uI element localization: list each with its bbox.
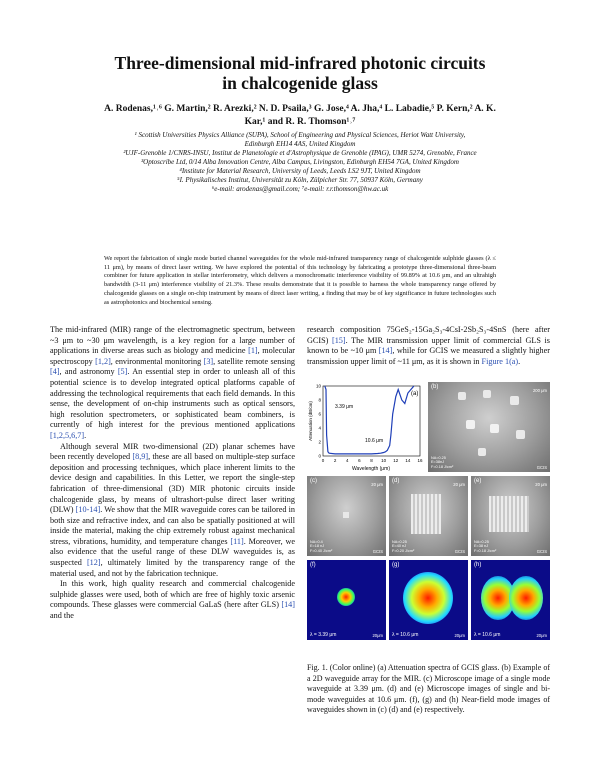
citation-link[interactable]: [11]: [230, 536, 244, 546]
wavelength-label: λ = 10.6 μm: [474, 632, 501, 638]
panel-label: (f): [310, 562, 316, 568]
mode-profile: [403, 572, 453, 624]
waveguide-core: [489, 496, 529, 532]
x-tick-label: 8: [370, 458, 373, 463]
affiliation-line: ⁵I. Physikalisches Institut, Universität zu Köln, Zülpicher Str. 77, 50937 Köln, Germany: [177, 176, 423, 184]
wavelength-label: λ = 3.39 μm: [310, 632, 337, 638]
citation-link[interactable]: [15]: [331, 335, 346, 345]
paragraph: [307, 325, 550, 367]
y-tick-label: 8: [318, 397, 321, 403]
x-tick-label: 12: [393, 458, 399, 463]
text: . We show that the MIR waveguide cores can be tailored in both size and refractive index, and can also be spatially positioned at will inside the material, making the chip extremely robust against mechanical stress, vibrations, humidity, and temperature changes: [50, 505, 295, 546]
figure-1: [307, 382, 550, 662]
authors-line-2: Kar,¹ and R. R. Thomson¹˒⁷: [244, 117, 356, 127]
abstract: We report the fabrication of single mode buried channel waveguides for the whole mid-infrared transparency range of chalcogenide sulphide glasses (λ ≤ 11 μm), by means of direct laser writing. We have explored the potential of this technology by fabricating a prototype three-dimensional three-beam combiner for future application in stellar interferometry, which delivers a monochromatic interference visibility of 99.89% at 10.6 μm, and an ultrahigh bandwidth (3-11 μm) interference visibility of 21.3%. These results demonstrate that it is possible to harness the whole transparency range offered by chalcogenide glasses on a single on-chip instrument by means of direct laser writing, a finding that may be of key significance in future technologies such as astrophotonics and biochemical sensing.: [104, 255, 496, 306]
panel-label: (g): [392, 562, 400, 568]
sample-tag: GCIS: [454, 549, 465, 554]
text: In this work, high quality research and commercial chalcogenide sulphide glasses were used, both of which are free of highly toxic arsenic compounds. These glasses were commercial GaLaS (here after GLS): [50, 579, 295, 610]
text: , molecular spectroscopy: [50, 346, 295, 366]
affiliation-line: ¹ Scottish Universities Physics Alliance (SUPA), School of Engineering and Physical Sciences, Heriot Watt University,: [134, 131, 466, 139]
citation-link[interactable]: [1,2,5,6,7]: [50, 430, 85, 440]
y-tick-label: 0: [318, 453, 321, 459]
citation-link[interactable]: [8,9]: [132, 452, 149, 462]
fabrication-parameters: NA=0.25 E=40 nJ F=0.20 J/cm²: [392, 539, 415, 553]
title-line-1: Three-dimensional mid-infrared photonic circuits: [114, 53, 486, 73]
panel-a: [307, 382, 424, 472]
waveguide-spot: [478, 448, 486, 456]
citation-link[interactable]: [1]: [248, 346, 258, 356]
annotation-3-39: 3.39 μm: [335, 404, 354, 410]
attenuation-chart: [307, 382, 424, 472]
panel-c: [307, 476, 386, 556]
citation-link[interactable]: [14]: [281, 600, 295, 610]
text: The mid-infrared (MIR) range of the electromagnetic spectrum, between ~3 μm to ~30 μm wavelength, is a key region for a large number of applications in diverse areas such as biology and medicine: [50, 325, 295, 356]
paragraph: [50, 325, 295, 442]
text: and the: [50, 611, 74, 621]
body-column-left: [50, 325, 295, 622]
y-tick-label: 10: [315, 383, 321, 389]
affiliation-line: Edinburgh EH14 4AS, United Kingdom: [244, 140, 356, 148]
citation-link[interactable]: [12]: [86, 558, 101, 568]
affiliation-line: ⁴Institute for Material Research, University of Leeds, Leeds LS2 9JT, United Kingdom: [179, 167, 421, 175]
scale-bar-label: 200 μm: [532, 388, 547, 393]
plot-frame: [323, 386, 420, 456]
text: , ultimately limited by the transparency range of the material used, and not by the fabrication technique.: [50, 558, 295, 578]
x-tick-label: 16: [417, 458, 423, 463]
figure-link[interactable]: Figure 1(a): [481, 356, 519, 366]
authors-line-1: A. Rodenas,¹˒⁶ G. Martin,² R. Arezki,² N. D. Psaila,³ G. Jose,⁴ A. Jha,⁴ L. Labadie,⁵ P. Kern,² A. K.: [104, 104, 496, 114]
affiliation-line: ³Optoscribe Ltd, 0/14 Alba Innovation Centre, Alba Campus, Livingston, Edinburgh EH54 7GA, United Kingdom: [141, 158, 459, 166]
text: Although several MIR two-dimensional (2D) planar schemes have been recently developed: [50, 441, 295, 462]
waveguide-core: [343, 512, 349, 518]
text: .: [518, 356, 521, 366]
sample-tag: GCIS: [536, 549, 547, 554]
text: . Moreover, we also evidence that the useful range of these DLW waveguides is, as suspected: [50, 536, 295, 568]
fabrication-parameters: NA=0.4 E=18 nJ F=0.40 J/cm²: [310, 539, 333, 553]
panel-label: (d): [392, 478, 400, 484]
panel-label: (e): [474, 478, 482, 484]
panel-label: (c): [310, 478, 317, 484]
citation-link[interactable]: [5]: [117, 367, 128, 377]
citation-link[interactable]: [4]: [50, 367, 60, 377]
citation-link[interactable]: [1,2]: [95, 356, 111, 366]
body-column-right: [307, 325, 550, 367]
text: . The MIR transmission upper limit of commercial GLS is known to be ~10 μm: [307, 335, 550, 356]
y-tick-label: 4: [318, 425, 321, 431]
text: , environmental monitoring: [110, 356, 204, 366]
waveguide-spot: [483, 390, 491, 398]
fabrication-parameters: NA=0.25 E=38 nJ F=0.18 J/cm²: [474, 539, 497, 553]
y-tick-label: 6: [318, 411, 321, 417]
x-tick-label: 14: [405, 458, 411, 463]
y-ticks: [316, 384, 322, 459]
x-axis-label: Wavelength (μm): [352, 466, 390, 472]
panel-label: (a): [411, 391, 419, 397]
waveguide-core: [411, 494, 441, 534]
figure-caption: Fig. 1. (Color online) (a) Attenuation spectra of GCIS glass. (b) Example of a 2D waveguide array for the MIR. (c) Microscope image of a single mode waveguide at 3.39 μm. (d) and (e) Microscope images of single and bi-mode waveguides at 10.6 μm. (f), (g) and (h) Near-field mode images of waveguides shown in (c) (d) and (e) respectively.: [307, 663, 550, 715]
author-list: [50, 103, 550, 129]
waveguide-spot: [490, 424, 499, 433]
waveguide-spot: [458, 392, 466, 400]
waveguide-spot: [510, 396, 519, 405]
text: , and astronomy: [59, 367, 118, 377]
text: research composition 75GeS₂-15Ga₂S₃-4CsI-2Sb₂S₃-4SnS (here after GCIS): [307, 325, 550, 345]
paper-title: [40, 53, 560, 93]
paragraph: [50, 442, 295, 580]
scale-bar-label: 20 μm: [453, 482, 465, 487]
x-tick-label: 4: [345, 458, 349, 463]
scale-bar-label: 20μm: [536, 633, 547, 638]
panel-g: [389, 560, 468, 640]
sample-tag: GCIS: [536, 465, 547, 470]
fabrication-parameters: NA=0.25 E=38nJ F=0.18 J/cm²: [431, 455, 454, 469]
y-axis-label: Attenuation (dB/cm): [308, 401, 313, 441]
citation-link[interactable]: [10-14]: [75, 505, 101, 515]
scale-bar-label: 20 μm: [371, 482, 383, 487]
scale-bar-label: 20μm: [372, 633, 383, 638]
panel-label: (h): [474, 562, 482, 568]
panel-f: [307, 560, 386, 640]
citation-link[interactable]: [14]: [378, 346, 393, 356]
text: , satellite remote sensing: [213, 356, 296, 366]
x-ticks: [322, 458, 423, 463]
panel-d: [389, 476, 468, 556]
wavelength-label: λ = 10.6 μm: [392, 632, 419, 638]
waveguide-spot: [466, 420, 475, 429]
affiliation-line: ²UJF-Grenoble 1/CNRS-INSU, Institut de Planetologie et d'Astrophysique de Grenoble (IPAG), UMR 5274, Grenoble, France: [123, 149, 477, 157]
panel-b: [428, 382, 550, 472]
panel-e: [471, 476, 550, 556]
paragraph: [50, 579, 295, 621]
text: , while for GCIS we measured a slightly higher transmission upper limit of ~11 μm, as it is shown in: [307, 346, 550, 366]
x-tick-label: 2: [333, 458, 337, 463]
citation-link[interactable]: [3]: [203, 356, 214, 366]
x-tick-label: 0: [321, 458, 325, 463]
mode-profile: [337, 588, 355, 606]
panel-h: [471, 560, 550, 640]
scale-bar-label: 20 μm: [535, 482, 547, 487]
y-tick-label: 2: [318, 439, 321, 445]
panel-label: (b): [431, 384, 439, 390]
title-line-2: in chalcogenide glass: [222, 73, 378, 93]
x-tick-label: 6: [358, 458, 361, 463]
scale-bar-label: 20μm: [454, 633, 465, 638]
waveguide-spot: [516, 430, 525, 439]
x-tick-label: 10: [381, 458, 387, 463]
mode-lobe-right: [509, 576, 543, 620]
text: . An essential step in order to unleash all of this potential science is to develop integrated optical platforms capable of addressing the technological requirements that each field demands. In this sense, the development of on-chip instruments such as optical sensors, high resolution spectrometers, or sophisticated beam combiners, is currently of high interest for the previous mentioned applications: [50, 367, 296, 430]
email-line: ⁶e-mail: arodenas@gmail.com; ⁷e-mail: r.r.thomson@hw.ac.uk: [211, 185, 389, 193]
sample-tag: GCIS: [372, 549, 383, 554]
annotation-10-6: 10.6 μm: [365, 438, 384, 444]
text: .: [84, 430, 87, 440]
affiliations: [40, 131, 560, 194]
text: , these are all based on multiple-step surface deposition and processing techniques, which place inherent limits to the device design and capabilities. In this Letter, we report the single-step fabrication of three-dimensional (3D) MIR photonic circuits inside chalcogenide glass, by means of ultrashort-pulse direct laser writing (DLW): [50, 452, 295, 515]
